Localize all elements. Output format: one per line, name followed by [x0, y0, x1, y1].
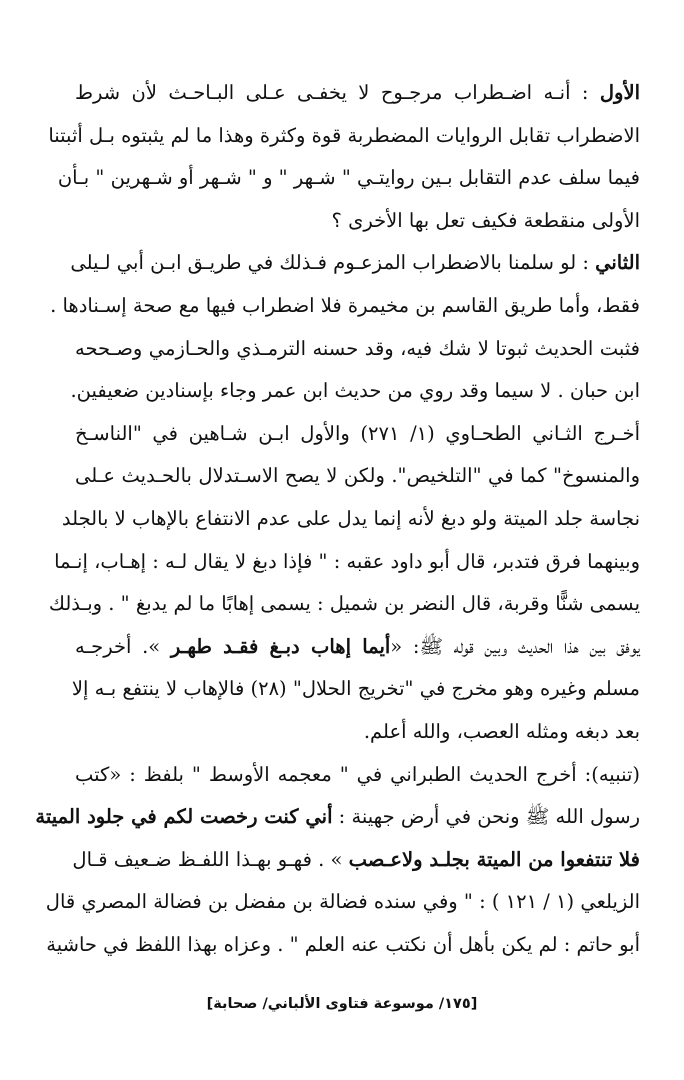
line-text: يسمى شنًّا وقربة، قال النضر بن شميل : يسمى إهابًا ما لم يدبغ " . وبـذلك [48, 592, 640, 616]
text-line [61, 498, 640, 541]
page-footer: [١٧٥/ موسوعة فتاوى الألباني/ صحابة] [206, 996, 478, 1012]
line-text: ». أخرجـه [75, 634, 161, 658]
text-line [75, 200, 640, 243]
text-line [57, 157, 640, 200]
line-text: وبينهما فرق فتدبر، قال أبو داود عقبه : " فإذا دبغ لا يقال لـه : إهـاب، إنـما [54, 549, 640, 573]
text-line [50, 285, 640, 328]
line-text: فثبت الحديث ثبوتا لا شك فيه، وقد حسنه الترمـذي والحـازمي وصـححه [75, 336, 641, 360]
text-line [48, 115, 640, 158]
text-line [71, 668, 640, 711]
line-text: أخـرج الثـاني الطحـاوي (١/ ٢٧١) والأول ابـن شـاهين في "الناسـخ [75, 421, 640, 445]
line-text: بعد دبغه ومثله العصب، والله أعلم. [363, 719, 640, 743]
text-line [48, 583, 640, 626]
text-line [54, 541, 640, 584]
bold-term: أيما إهاب دبـغ فقـد طهـر [170, 634, 391, 658]
text-line [45, 881, 640, 924]
text-line [75, 413, 640, 456]
line-text: » . فهـو بهـذا اللفـظ ضـعيف قـال [72, 847, 343, 871]
line-text: فقط، وأما طريق القاسم بن مخيمرة فلا اضطراب فيها مع صحة إسـنادها . [50, 293, 640, 317]
text-line [75, 72, 640, 115]
line-text: الزيلعي (١ / ١٢١ ) : " وفي سنده فضالة بن مفضل بن فضالة المصري قال [45, 890, 640, 914]
line-text: نجاسة جلد الميتة ولو دبغ لأنه إنما يدل على عدم الانتفاع بالإهاب لا بالجلد [61, 506, 640, 530]
text-line [35, 796, 640, 839]
line-prefix: يوفق بين هذا الحديث وبين قوله ﷺ: « [390, 634, 641, 658]
text-line [75, 754, 640, 797]
line-text: : أنـه اضـطراب مرجـوح لا يخفـى عـلى البـاحـث لأن شرط [75, 81, 589, 104]
line-prefix: رسول الله ﷺ ونحن في أرض جهينة : [332, 805, 640, 829]
text-line [70, 242, 640, 285]
text-line [46, 924, 640, 967]
line-text: مسلم وغيره وهو مخرج في "تخريج الحلال" (٢٨) فالإهاب لا ينتفع بـه إلا [71, 677, 640, 701]
line-text: الأولى منقطعة فكيف تعل بها الأخرى ؟ [331, 208, 640, 232]
text-line [75, 328, 640, 371]
bold-term: أني كنت رخصت لكم في جلود الميتة [35, 805, 333, 829]
bold-term: الثاني [595, 251, 640, 275]
bold-term: فلا تنتفعوا من الميتة بجلـد ولاعـصب [348, 847, 640, 871]
bold-term: الأول [599, 81, 640, 104]
line-text: (تنبيه): أخرج الحديث الطبراني في " معجمه الأوسط " بلفظ : «كتب [75, 762, 640, 786]
line-text: والمنسوخ" كما في "التلخيص". ولكن لا يصح الاسـتدلال بالحـديث عـلى [75, 464, 640, 488]
text-line [70, 370, 640, 413]
line-text: فيما سلف عدم التقابل بـين روايتـي " شـهر " و " شـهر أو شـهرين " بـأن [57, 166, 640, 190]
text-line [75, 455, 640, 498]
line-text: الاضطراب تقابل الروايات المضطربة قوة وكثرة وهذا ما لم يثبتوه بـل أثبتنا [48, 123, 640, 147]
page-body [35, 72, 641, 966]
line-text: : لو سلمنا بالاضطراب المزعـوم فـذلك في طريـق ابـن أبي لـيلى [70, 251, 589, 275]
text-line [75, 711, 640, 754]
line-text: أبو حاتم : لم يكن بأهل أن نكتب عنه العلم " . وعزاه بهذا اللفظ في حاشية [46, 932, 640, 956]
line-text: ابن حبان . لا سيما وقد روي من حديث ابن عمر وجاء بإسنادين ضعيفين. [70, 379, 640, 403]
text-line [72, 839, 640, 882]
text-line [75, 626, 640, 669]
